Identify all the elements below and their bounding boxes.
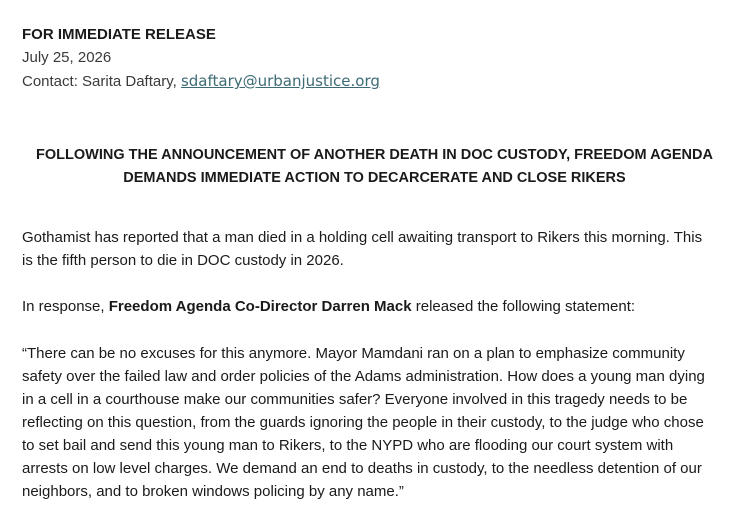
quote-line: arrests on low level charges. We demand an end to deaths in custody, to the needless detention of our — [22, 460, 702, 477]
statement-prefix: In response, — [22, 298, 109, 315]
headline-line: FOLLOWING THE ANNOUNCEMENT OF ANOTHER DEATH IN DOC CUSTODY, FREEDOM AGENDA — [36, 147, 713, 163]
paragraph-line — [22, 295, 734, 318]
paragraph-line: is the fifth person to die in DOC custody in 2026. — [22, 252, 344, 269]
speaker-name: Freedom Agenda Co-Director Darren Mack — [108, 298, 412, 315]
contact-email-link[interactable]: sdaftary@urbanjustice.org — [180, 72, 380, 90]
quote-line: in a cell in a courthouse make our communities safer? Everyone involved in this tragedy needs to be — [22, 391, 688, 408]
paragraph-line: Gothamist has reported that a man died in a holding cell awaiting transport to Rikers this morning. This — [22, 229, 703, 246]
intro-paragraph — [22, 226, 734, 272]
statement-suffix: released the following statement: — [411, 298, 636, 315]
quote-line: neighbors, and to broken windows policing by any name.” — [22, 483, 404, 500]
release-date: July 25, 2026 — [22, 49, 112, 66]
release-label: FOR IMMEDIATE RELEASE — [22, 26, 216, 43]
statement-intro-paragraph — [22, 295, 734, 318]
contact-line — [22, 71, 380, 92]
quote-paragraph — [22, 342, 734, 503]
press-release-headline — [22, 144, 727, 190]
quote-line: safety over the failed law and order policies of the Adams administration. How does a young man dying — [22, 368, 705, 385]
quote-line: “There can be no excuses for this anymore. Mayor Mamdani ran on a plan to emphasize community — [22, 345, 685, 362]
quote-line: reflecting on this question, from the guards ignoring the people in their custody, to the judge who chose — [22, 414, 704, 431]
contact-prefix: Contact: Sarita Daftary, — [22, 73, 181, 90]
quote-line: to set bail and send this young man to Rikers, to the NYPD who are flooding our court system with — [22, 437, 674, 454]
headline-line: DEMANDS IMMEDIATE ACTION TO DECARCERATE AND CLOSE RIKERS — [123, 170, 626, 186]
